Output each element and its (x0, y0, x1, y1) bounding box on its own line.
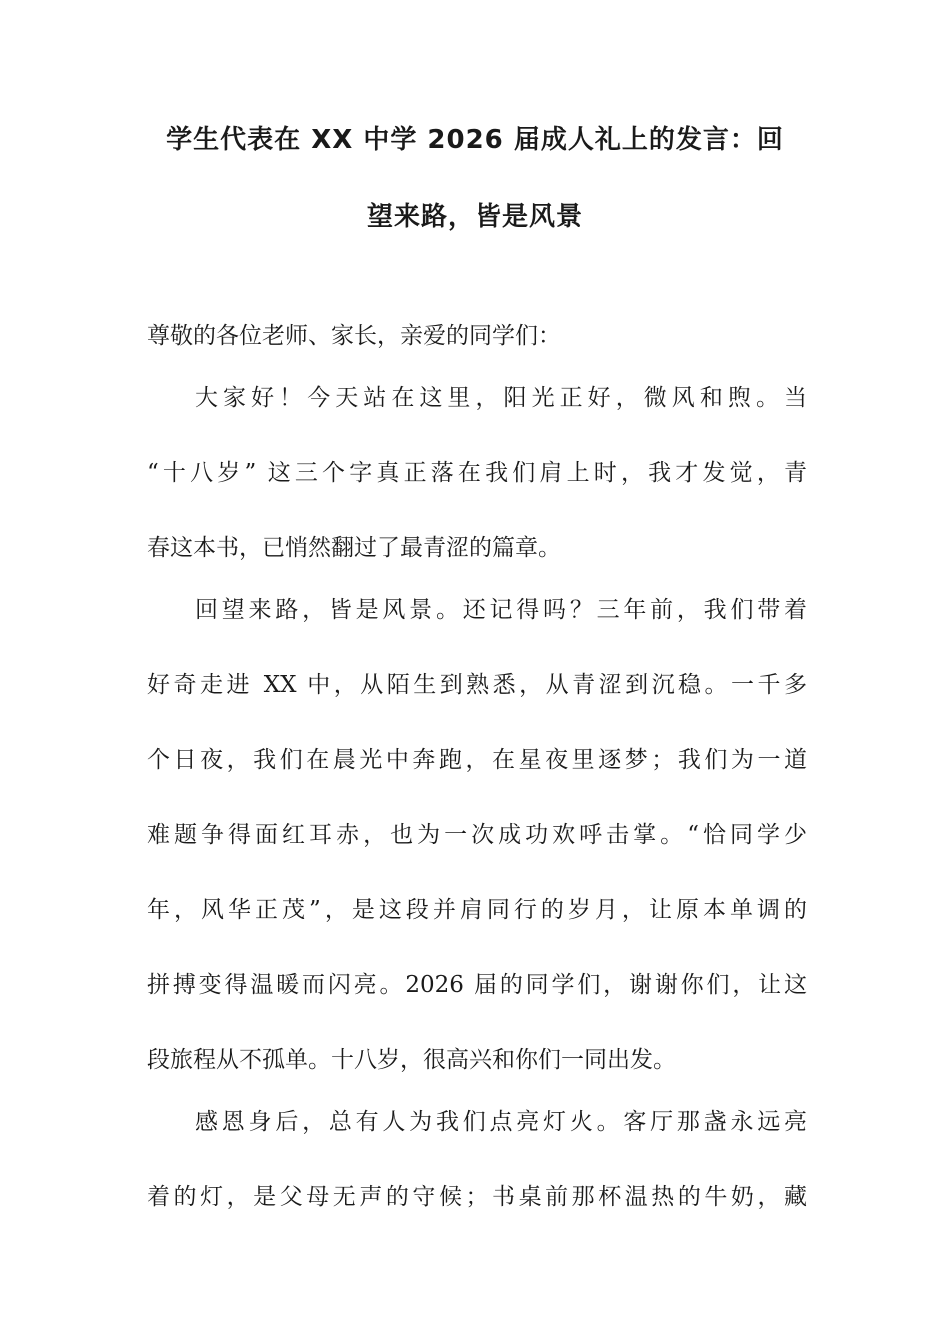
paragraph-line: 感恩身后，总有人为我们点亮灯火。客厅那盏永远亮 (195, 1109, 807, 1135)
paragraph-line: 年，风华正茂”，是这段并肩同行的岁月，让原本单调的 (147, 897, 807, 923)
salutation: 尊敬的各位老师、家长，亲爱的同学们： (147, 323, 561, 349)
paragraph-line: 个日夜，我们在晨光中奔跑，在星夜里逐梦；我们为一道 (147, 747, 807, 773)
paragraph-line: 着的灯，是父母无声的守候；书桌前那杯温热的牛奶，藏 (147, 1184, 807, 1210)
paragraph-line: 大家好！今天站在这里，阳光正好，微风和煦。当 (195, 385, 807, 411)
paragraph-line: 段旅程从不孤单。十八岁，很高兴和你们一同出发。 (147, 1047, 676, 1073)
document-title-line-2: 望来路，皆是风景 (366, 202, 583, 232)
paragraph-line: 难题争得面红耳赤，也为一次成功欢呼击掌。“恰同学少 (147, 822, 807, 848)
paragraph-line: “十八岁” 这三个字真正落在我们肩上时，我才发觉，青 (147, 460, 807, 486)
paragraph-line: 拼搏变得温暖而闪亮。2026 届的同学们，谢谢你们，让这 (147, 972, 807, 998)
paragraph-line: 回望来路，皆是风景。还记得吗？三年前，我们带着 (195, 597, 807, 623)
document-title-line-1: 学生代表在 XX 中学 2026 届成人礼上的发言：回 (166, 125, 784, 155)
paragraph-line: 春这本书，已悄然翻过了最青涩的篇章。 (147, 535, 561, 561)
paragraph-line: 好奇走进 XX 中，从陌生到熟悉，从青涩到沉稳。一千多 (147, 672, 807, 698)
